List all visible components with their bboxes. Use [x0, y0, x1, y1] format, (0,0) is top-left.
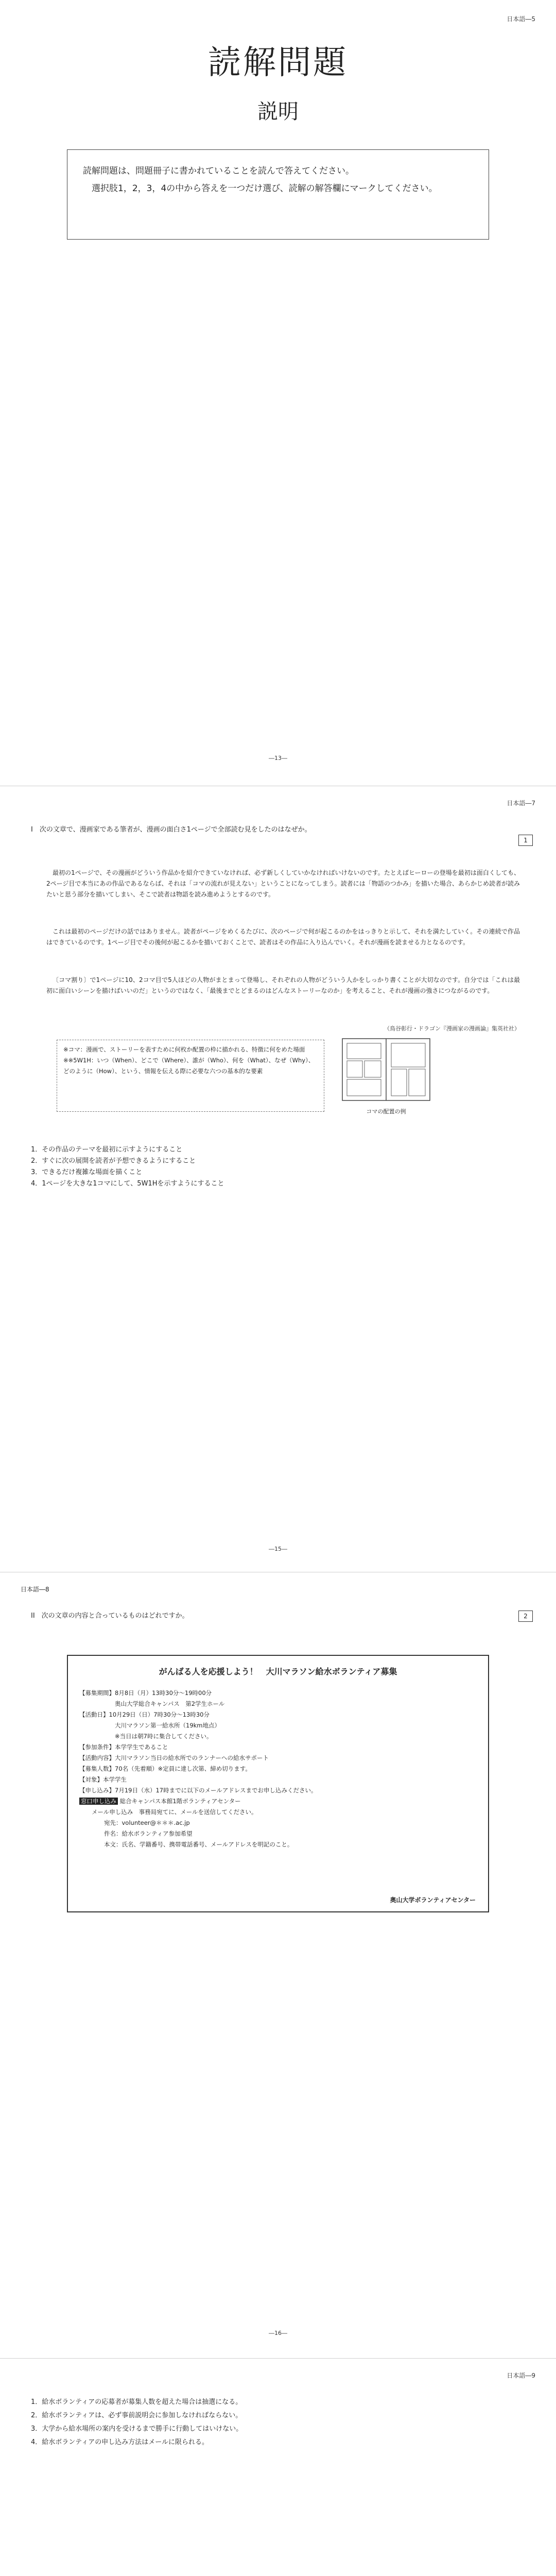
option-1[interactable]: 1．その作品のテーマを最初に示すようにすること [31, 1146, 183, 1154]
poster-footer: 奥山大学ボランティアセンター [390, 1896, 476, 1904]
page-9 [0, 2359, 556, 2576]
manga-panel-figure [340, 1036, 432, 1113]
notes-box [57, 1040, 324, 1112]
window-application-tag: 窓口申し込み [79, 1798, 118, 1805]
page-label: 日本語―9 [507, 2372, 535, 2379]
open-book-icon [340, 1036, 432, 1103]
option-4[interactable]: 4．給水ボランティアの申し込み方法はメールに限られる。 [31, 2438, 208, 2446]
poster-row: 大川マラソン第一給水所（19km地点） [79, 1722, 220, 1729]
passage-source: （鳥谷彰行・ドラゴン『漫画家の漫画論』集英社社） [384, 1025, 520, 1032]
instructions-box [67, 149, 489, 240]
passage-paragraph-1: 最初の1ページで、その漫画がどういう作品かを紹介できていなければ、必ず新しくしていかなければいけないのです。たとえばヒーローの登場を最初は面白くしても、2ページ目で本当にあの作品であるならば、それは「コマの流れが見えない」ということになってしまう。読者には「物語のつかみ」を描いた場合、あらかじめ読者が読みたいと思う部分を描いてしまい、そこで読者は物語を読み進めようとするのです。 [46, 869, 520, 898]
passage-paragraph-3: 〔コマ割り〕で1ページに10、2コマ目で5人ほどの人物がまとまって登場し、それぞれの人物がどういう人かをしっかり書くことが大切なのです。自分では「これは最初に面白いシーンを描けばいいのだ」というのではなく、「最後までとどまるのはどんなストーリーなのか」を考えること、それが漫画の強さにつながるのです。 [46, 976, 520, 994]
option-4[interactable]: 4．1ページを大きな1コマにして、5W1Hを示すようにすること [31, 1180, 224, 1188]
page-title: 読解問題 [208, 44, 348, 82]
question-text: I 次の文章で、漫画家である筆者が、漫画の面白さ1ページで全部読む見をしたのはなぜか。 [31, 826, 311, 834]
page-number: ―13― [269, 755, 287, 761]
poster-row: 【活動日】10月29日（日）7時30分〜13時30分 [79, 1711, 210, 1718]
page-label: 日本語―7 [507, 800, 535, 807]
poster-title: がんばる人を応援しよう！ 大川マラソン給水ボランティア募集 [159, 1667, 397, 1676]
page-label: 日本語―5 [507, 15, 535, 23]
poster-row: 【対象】本学学生 [79, 1776, 127, 1783]
poster-row: 本文：氏名、学籍番号、携帯電話番号、メールアドレスを明記のこと。 [104, 1841, 293, 1848]
option-3[interactable]: 3．大学から給水場所の案内を受けるまで勝手に行動してはいけない。 [31, 2425, 243, 2433]
poster-row: 【募集期間】8月8日（月）13時30分〜19時00分 [79, 1689, 212, 1697]
page-8 [0, 1572, 556, 2358]
figure-caption: コマの配置の例 [366, 1108, 406, 1115]
page-subtitle: 説明 [257, 100, 299, 124]
page-label: 日本語―8 [21, 1586, 49, 1593]
answer-options [31, 2396, 494, 2449]
poster-row: ※当日は朝7時に集合してください。 [79, 1733, 213, 1740]
instruction-1: 読解問題は、問題冊子に書かれていることを読んで答えてください。 [83, 166, 354, 176]
poster-row: 【募集人数】70名（先着順）※定員に達し次第、締め切ります。 [79, 1765, 251, 1772]
option-3[interactable]: 3．できるだけ複雑な場面を描くこと [31, 1168, 143, 1176]
window-application-text: 総合キャンパス本館1階ボランティアセンター [119, 1798, 241, 1805]
volunteer-poster [67, 1655, 489, 1912]
poster-tag-row [79, 1796, 476, 1807]
poster-details [79, 1688, 476, 1850]
poster-row: 【活動内容】大川マラソン当日の給水所でのランナーへの給水サポート [79, 1754, 269, 1761]
instruction-2: 選択肢1，2，3，4の中から答えを一つだけ選び、読解の解答欄にマークしてください。 [92, 183, 438, 194]
question-number-box: 2 [518, 1611, 533, 1622]
poster-row: 奥山大学総合キャンパス 第2学生ホール [79, 1700, 225, 1707]
answer-options [31, 1144, 494, 1190]
poster-row: 件名：給水ボランティア参加希望 [104, 1830, 193, 1837]
note-2: ※※5W1H：いつ（When）、どこで（Where）、誰が（Who）、何を（What）、なぜ（Why）、どのように（How）、という、情報を伝える際に必要な六つの基本的な要素 [63, 1057, 315, 1075]
question-number-box: 1 [518, 835, 533, 846]
poster-row: 宛先：volunteer@＊＊＊.ac.jp [104, 1819, 190, 1826]
option-2[interactable]: 2．すぐに次の展開を読者が予想できるようにすること [31, 1157, 196, 1165]
page-7 [0, 786, 556, 1572]
poster-row: 【参加条件】本学学生であること [79, 1743, 168, 1751]
page-number: ―16― [269, 2330, 287, 2336]
note-1: ※コマ：漫画で、ストーリーを表すために何枚か配置の枠に描かれる、特徴に何をめた場面 [63, 1046, 305, 1053]
option-1[interactable]: 1．給水ボランティアの応募者が募集人数を超えた場合は抽選になる。 [31, 2398, 242, 2406]
passage-paragraph-2: これは最初のページだけの話ではありません。読者がページをめくるたびに、次のページで何が起こるのかをはっきりと示して、それを満たしていく。その連続で作品はできているのです。1ページ目でその後何が起こるかを描いておくことで、読者はその作品に入り込んでいく。それが漫画を読ませる力となるのです。 [46, 928, 520, 946]
question-text: II 次の文章の内容と合っているものはどれですか。 [31, 1612, 189, 1620]
page-number: ―15― [269, 1546, 287, 1552]
poster-row: 【申し込み】7月19日（水）17時までに以下のメールアドレスまでお申し込みください。 [79, 1787, 317, 1794]
option-2[interactable]: 2．給水ボランティアは、必ず事前説明会に参加しなければならない。 [31, 2412, 242, 2419]
poster-row: メール申し込み 事務局宛てに、メールを送信してください。 [92, 1808, 257, 1816]
page-5 [0, 0, 556, 786]
